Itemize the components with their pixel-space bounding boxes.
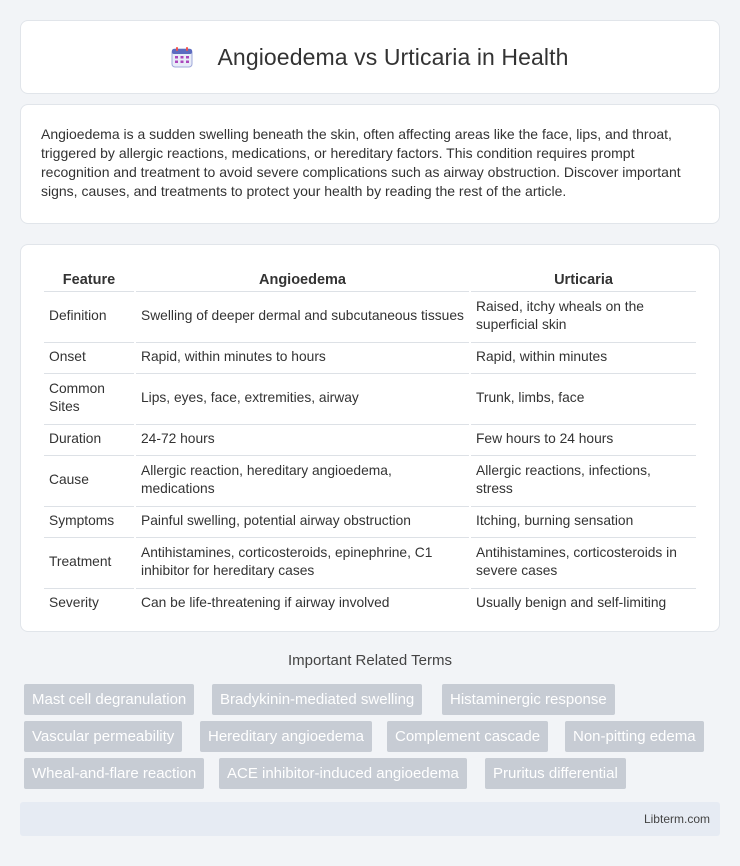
related-term-tag[interactable]: ACE inhibitor-induced angioedema <box>219 758 467 789</box>
related-term-tag[interactable]: Histaminergic response <box>442 684 615 715</box>
angioedema-cell: Painful swelling, potential airway obstruction <box>136 506 469 535</box>
header-angioedema: Angioedema <box>258 272 346 288</box>
related-term-tag[interactable]: Pruritus differential <box>485 758 626 789</box>
header-urticaria: Urticaria <box>554 272 613 288</box>
table-row <box>44 373 696 422</box>
table-row <box>44 291 696 340</box>
angioedema-cell: Antihistamines, corticosteroids, epinephrine, C1 inhibitor for hereditary cases <box>136 537 469 586</box>
angioedema-cell: Swelling of deeper dermal and subcutaneous tissues <box>136 291 469 340</box>
intro-text: Angioedema is a sudden swelling beneath the skin, often affecting areas like the face, lips, and throat, triggered by allergic reactions, medications, or hereditary factors. This condition requires prompt recognition and treatment to avoid severe complications such as airway obstruction. Discover important signs, causes, and treatments to protect your health by reading the rest of the article. <box>41 126 681 199</box>
footer <box>20 802 720 836</box>
angioedema-cell: 24-72 hours <box>136 424 469 453</box>
table-row <box>44 455 696 504</box>
table-row <box>44 342 696 371</box>
feature-cell: Definition <box>44 291 134 340</box>
feature-cell: Cause <box>44 455 134 504</box>
related-term-tag[interactable]: Wheal-and-flare reaction <box>24 758 204 789</box>
feature-cell: Treatment <box>44 537 134 586</box>
angioedema-cell: Rapid, within minutes to hours <box>136 342 469 371</box>
urticaria-cell: Usually benign and self-limiting <box>471 588 696 617</box>
related-term-tag[interactable]: Complement cascade <box>387 721 548 752</box>
urticaria-cell: Few hours to 24 hours <box>471 424 696 453</box>
angioedema-cell: Allergic reaction, hereditary angioedema, medications <box>136 455 469 504</box>
urticaria-cell: Raised, itchy wheals on the superficial skin <box>471 291 696 340</box>
intro-card <box>20 104 720 224</box>
table-row <box>44 537 696 586</box>
table-row <box>44 506 696 535</box>
feature-cell: Duration <box>44 424 134 453</box>
comparison-table <box>42 265 698 619</box>
related-term-tag[interactable]: Bradykinin-mediated swelling <box>212 684 422 715</box>
table-header-row <box>44 267 696 289</box>
urticaria-cell: Rapid, within minutes <box>471 342 696 371</box>
comparison-table-card <box>20 244 720 632</box>
table-row <box>44 588 696 617</box>
related-terms-title: Important Related Terms <box>288 652 452 669</box>
urticaria-cell: Itching, burning sensation <box>471 506 696 535</box>
related-term-tag[interactable]: Mast cell degranulation <box>24 684 194 715</box>
urticaria-cell: Antihistamines, corticosteroids in severe cases <box>471 537 696 586</box>
urticaria-cell: Trunk, limbs, face <box>471 373 696 422</box>
feature-cell: Severity <box>44 588 134 617</box>
footer-site-link[interactable]: Libterm.com <box>643 812 710 826</box>
table-row <box>44 424 696 453</box>
page-title: Angioedema vs Urticaria in Health <box>217 43 569 70</box>
header-feature: Feature <box>62 272 116 288</box>
feature-cell: Symptoms <box>44 506 134 535</box>
calendar-icon <box>171 46 193 68</box>
feature-cell: Common Sites <box>44 373 134 422</box>
related-term-tag[interactable]: Non-pitting edema <box>565 721 704 752</box>
urticaria-cell: Allergic reactions, infections, stress <box>471 455 696 504</box>
angioedema-cell: Can be life-threatening if airway involved <box>136 588 469 617</box>
angioedema-cell: Lips, eyes, face, extremities, airway <box>136 373 469 422</box>
related-term-tag[interactable]: Hereditary angioedema <box>200 721 372 752</box>
title-card <box>20 20 720 94</box>
feature-cell: Onset <box>44 342 134 371</box>
related-term-tag[interactable]: Vascular permeability <box>24 721 182 752</box>
